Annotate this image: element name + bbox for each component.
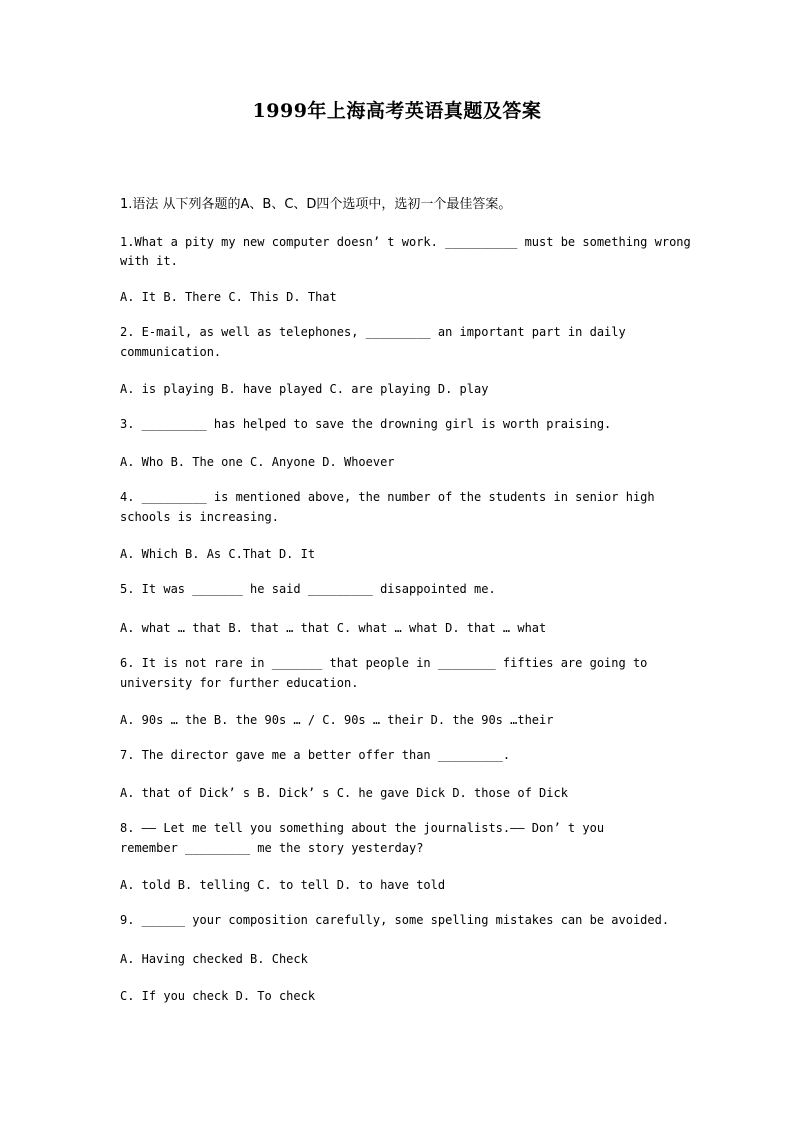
question-7-options: A. that of Dick’ s B. Dick’ s C. he gave Dick D. those of Dick [120, 786, 568, 800]
question-6-text-cont: university for further education. [120, 676, 359, 690]
question-8-text-cont: remember _________ me the story yesterday? [120, 841, 424, 855]
question-5-options: A. what … that B. that … that C. what … what D. that … what [120, 621, 547, 635]
question-6-options: A. 90s … the B. the 90s … / C. 90s … their D. the 90s …their [120, 713, 554, 727]
question-8-text: 8. —— Let me tell you something about the journalists.—— Don’ t you [120, 821, 605, 835]
question-2-text: 2. E-mail, as well as telephones, _________ an important part in daily [120, 325, 626, 339]
question-8-options: A. told B. telling C. to tell D. to have told [120, 878, 446, 892]
question-4-options: A. Which B. As C.That D. It [120, 547, 316, 561]
question-1-text-cont: with it. [120, 254, 178, 268]
question-9-options-cont: C. If you check D. To check [120, 989, 316, 1003]
question-1-options: A. It B. There C. This D. That [120, 290, 337, 304]
question-3-text: 3. _________ has helped to save the drowning girl is worth praising. [120, 417, 612, 431]
question-4-text-cont: schools is increasing. [120, 510, 279, 524]
question-5-text: 5. It was _______ he said _________ disappointed me. [120, 582, 496, 596]
question-9-text: 9. ______ your composition carefully, some spelling mistakes can be avoided. [120, 913, 670, 927]
question-7-text: 7. The director gave me a better offer than _________. [120, 748, 511, 762]
question-4-text: 4. _________ is mentioned above, the number of the students in senior high [120, 490, 655, 504]
question-1-text: 1.What a pity my new computer doesn’ t work. __________ must be something wrong [120, 235, 691, 249]
question-3-options: A. Who B. The one C. Anyone D. Whoever [120, 455, 395, 469]
question-2-text-cont: communication. [120, 345, 222, 359]
page-title: 1999年上海高考英语真题及答案 [252, 100, 542, 122]
section-heading: 1.语法 从下列各题的A、B、C、D四个选项中，选初一个最佳答案。 [120, 197, 512, 212]
question-2-options: A. is playing B. have played C. are playing D. play [120, 382, 489, 396]
question-9-options: A. Having checked B. Check [120, 952, 308, 966]
question-6-text: 6. It is not rare in _______ that people in ________ fifties are going to [120, 656, 648, 670]
